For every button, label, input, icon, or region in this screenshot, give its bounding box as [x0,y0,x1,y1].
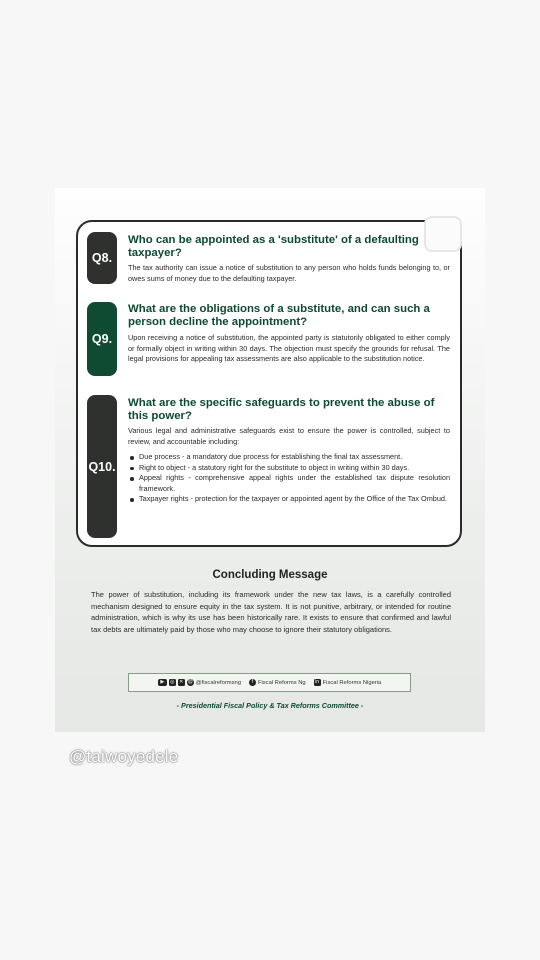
youtube-icon[interactable]: ▶ [158,679,167,686]
bullet-icon [130,498,134,502]
linkedin-name[interactable]: Fiscal Reforms Nigeria [322,679,382,686]
concluding-title: Concluding Message [212,569,328,581]
bullet-icon [130,467,134,471]
instagram-icon[interactable]: ◎ [170,679,175,685]
social-bar [128,673,411,692]
safeguards-list [128,452,450,505]
facebook-name[interactable]: Fiscal Reforms Ng [257,679,306,686]
q10-title: What are the specific safeguards to prevent the abuse of this power? [128,397,435,422]
safeguard-text: Right to object - a statutory right for the substitute to object in writing within 30 days. [139,462,410,472]
bullet-icon [130,456,134,460]
q9-body: Upon receiving a notice of substitution, the appointed party is statutorily obligated to either comply or formally object in writing within 30 days. The objection must specify the grounds for refusal. The legal provisions for appealing tax assessments are also applicable to the substitution notice. [128,333,450,364]
q9-badge: Q9. [87,302,117,376]
safeguard-text: Appeal rights - comprehensive appeal rights under the established tax dispute resolution framework. [139,473,450,493]
safeguard-text: Due process - a mandatory due process for establishing the final tax assessment. [139,452,403,461]
q8-title: Who can be appointed as a 'substitute' of a defaulting taxpayer? [128,234,419,259]
q8-badge: Q8. [87,232,117,284]
q10-badge: Q10. [87,395,117,538]
watermark: @taiwoyedele [69,747,179,766]
committee-signature: - Presidential Fiscal Policy & Tax Reforms Committee - [176,701,364,710]
list-item [128,473,450,494]
handle-group[interactable] [158,679,241,686]
q9-title: What are the obligations of a substitute, and can such a person decline the appointment? [128,303,430,328]
threads-icon[interactable]: @ [187,679,193,685]
facebook-group[interactable] [249,679,306,686]
q10-body: Various legal and administrative safeguards exist to ensure the power is controlled, subject to review, and accountable including: [128,426,450,446]
list-item [128,463,450,474]
q8-body: The tax authority can issue a notice of substitution to any person who holds funds belonging to, or owes sums of money due to the defaulting taxpayer. [128,263,450,283]
linkedin-group[interactable] [314,679,382,686]
concluding-body: The power of substitution, including its framework under the new tax laws, is a carefully controlled mechanism designed to ensure equity in the tax system. It is not punitive, arbitrary, or intended for routine administration, which is why its use has been historically rare. It exists to ensure that confirmed and lawful tax debts are ultimately paid by those who may choose to ignore their statutory obligations. [91,590,451,635]
x-icon[interactable]: ✕ [179,679,184,685]
facebook-icon[interactable]: f [249,679,256,686]
bullet-icon [130,477,134,481]
linkedin-icon[interactable]: in [315,679,320,685]
social-handle[interactable]: @fiscalreformsng [195,679,241,686]
list-item [128,494,450,505]
list-item [128,452,450,463]
safeguard-text: Taxpayer rights - protection for the taxpayer or appointed agent by the Office of the Tax Ombud. [139,494,447,504]
